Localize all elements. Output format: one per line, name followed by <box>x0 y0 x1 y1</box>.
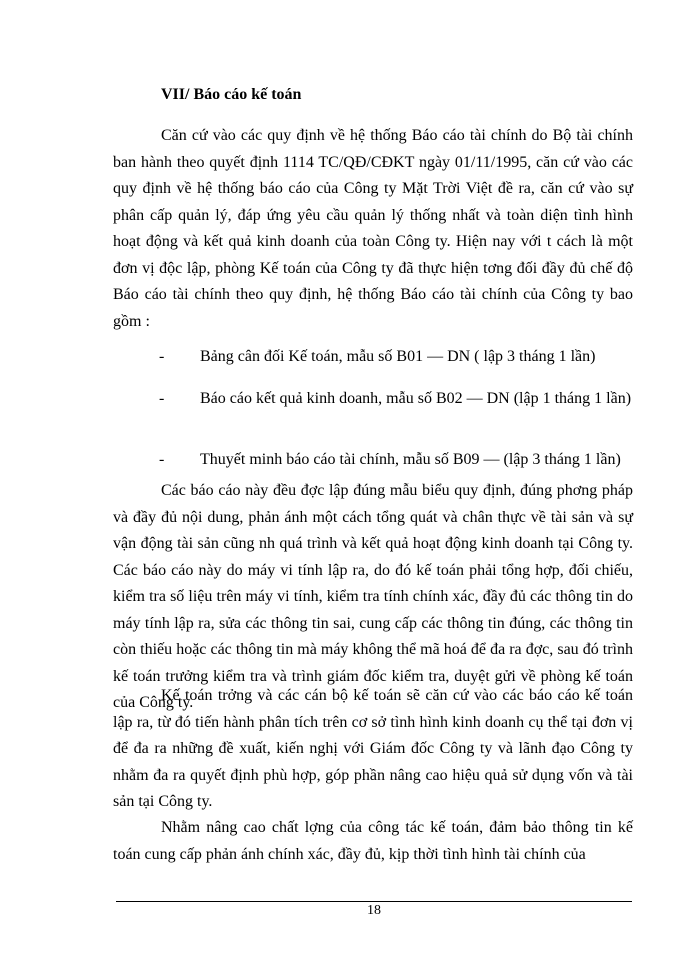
list-item <box>113 447 633 473</box>
paragraph-reporting-basis: Căn cứ vào các quy định về hệ thống Báo cáo tài chính do Bộ tài chính ban hành theo quyết định 1114 TC/QĐ/CĐKT ngày 01/11/1995, căn cứ vào các quy định về hệ thống báo cáo của Công ty Mặt Trời Việt đề ra, căn cứ vào sự phân cấp quản lý, đáp ứng yêu cầu quản lý thống nhất và toàn diện tình hình hoạt động và kết quả kinh doanh của toàn Công ty. Hiện nay với t cách là một đơn vị độc lập, phòng Kế toán của Công ty đã thực hiện tơng đối đầy đủ chế độ Báo cáo tài chính theo quy định, hệ thống Báo cáo tài chính của Công ty bao gồm : <box>113 127 633 330</box>
list-item-text: Thuyết minh báo cáo tài chính, mẫu số B09 — (lập 3 tháng 1 lần) <box>200 451 621 468</box>
paragraph-quality-improvement: Nhằm nâng cao chất lợng của công tác kế toán, đảm bảo thông tin kế toán cung cấp phản ánh chính xác, đầy đủ, kịp thời tình hình tài chính của <box>113 819 633 863</box>
list-item-text: Báo cáo kết quả kinh doanh, mẫu số B02 — DN (lập 1 tháng 1 lần) <box>200 390 632 407</box>
paragraph-report-analysis: Kế toán trởng và các cán bộ kế toán sẽ căn cứ vào các báo cáo kế toán lập ra, từ đó tiến hành phân tích trên cơ sở tình hình kinh doanh cụ thể tại đơn vị để đa ra những đề xuất, kiến nghị với Giám đốc Công ty và lãnh đạo Công ty nhằm đa ra quyết định phù hợp, góp phần nâng cao hiệu quả sử dụng vốn và tài sản tại Công ty. <box>113 687 633 810</box>
paragraph-report-preparation: Các báo cáo này đều đợc lập đúng mẫu biểu quy định, đúng phơng pháp và đầy đủ nội dung, phản ánh một cách tổng quát và chân thực về tài sản và sự vận động tài sản cũng nh quá trình và kết quả hoạt động kinh doanh tại Công ty. Các báo cáo này do máy vi tính lập ra, do đó kế toán phải tổng hợp, đối chiếu, kiểm tra số liệu trên máy vi tính, kiểm tra tính chính xác, đầy đủ các thông tin do máy tính lập ra, sửa các thông tin sai, cung cấp các thông tin đúng, các thông tin còn thiếu hoặc các thông tin mà máy không thể mã hoá để đa ra đợc, sau đó trình kế toán trưởng kiểm tra và trình giám đốc kiểm tra, duyệt gửi về phòng kế toán của Công ty. <box>113 482 633 711</box>
page-number: 18 <box>367 903 381 918</box>
list-item-text: Bảng cân đối Kế toán, mẫu số B01 — DN ( lập 3 tháng 1 lần) <box>200 348 596 365</box>
list-item <box>113 344 633 370</box>
bullet-marker: - <box>159 348 165 365</box>
section-heading: VII/ Báo cáo kế toán <box>161 86 302 103</box>
list-item <box>113 386 633 412</box>
bullet-marker: - <box>159 451 165 468</box>
bullet-marker: - <box>159 390 165 407</box>
footer-divider <box>116 901 632 902</box>
